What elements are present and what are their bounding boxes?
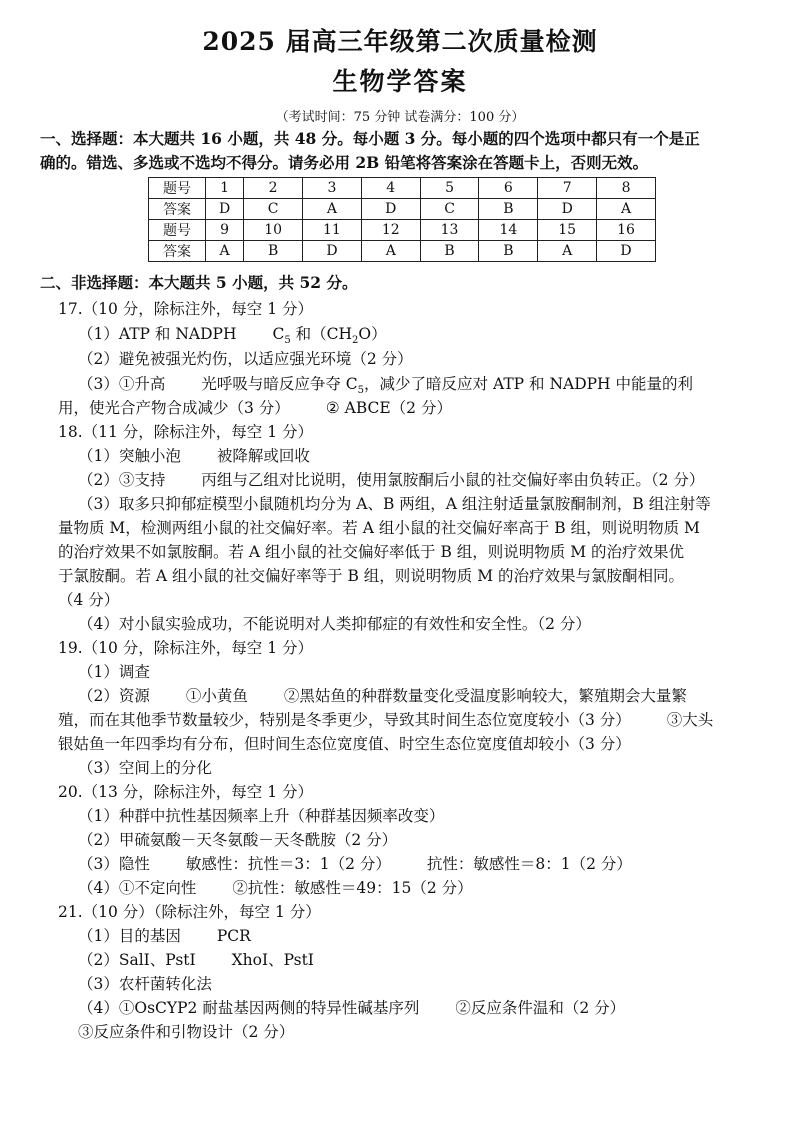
table-row-answers-2 (149, 241, 656, 262)
table-cell: 15 (538, 220, 597, 241)
table-cell: 7 (538, 178, 597, 199)
q18-answer-3-cont2: 的治疗效果不如氯胺酮。若 A 组小鼠的社交偏好率低于 B 组，则说明物质 M 的治疗效果优 (58, 543, 685, 561)
q17-heading: 17.（10 分，除标注外，每空 1 分） (58, 300, 314, 318)
table-cell: 9 (206, 220, 244, 241)
q19-answer-2: （2）资源 ①小黄鱼 ②黑姑鱼的种群数量变化受温度影响较大，繁殖期会大量繁 (78, 687, 687, 705)
table-row-answers-1 (149, 199, 656, 220)
table-cell: 4 (361, 178, 420, 199)
table-cell: D (361, 199, 420, 220)
table-row-questions-1 (149, 178, 656, 199)
section2-intro: 二、非选择题：本大题共 5 小题，共 52 分。 (40, 273, 358, 292)
q21-heading: 21.（10 分）（除标注外，每空 1 分） (58, 903, 321, 921)
table-cell: A (538, 241, 597, 262)
table-label-answer: 答案 (149, 199, 206, 220)
q19-answer-3: （3）空间上的分化 (78, 759, 212, 777)
table-cell: 14 (479, 220, 538, 241)
table-cell: A (597, 199, 656, 220)
table-cell: A (206, 241, 244, 262)
q18-answer-4: （4）对小鼠实验成功，不能说明对人类抑郁症的有效性和安全性。（2 分） (78, 615, 591, 633)
table-cell: 13 (420, 220, 479, 241)
table-cell: C (244, 199, 303, 220)
q20-answer-4: （4）①不定向性 ②抗性：敏感性＝49：15（2 分） (78, 879, 473, 897)
table-label-answer: 答案 (149, 241, 206, 262)
table-cell: 12 (361, 220, 420, 241)
table-row-questions-2 (149, 220, 656, 241)
q19-heading: 19.（10 分，除标注外，每空 1 分） (58, 639, 314, 657)
table-cell: B (244, 241, 303, 262)
table-cell: 11 (303, 220, 362, 241)
table-cell: 5 (420, 178, 479, 199)
table-cell: D (597, 241, 656, 262)
table-cell: 16 (597, 220, 656, 241)
table-label-question: 题号 (149, 220, 206, 241)
q17-answer-2: （2）避免被强光灼伤，以适应强光环境（2 分） (78, 350, 413, 368)
page-title: 2025 届高三年级第二次质量检测 (202, 27, 598, 56)
table-cell: 3 (303, 178, 362, 199)
table-cell: B (479, 199, 538, 220)
table-cell: 8 (597, 178, 656, 199)
q20-heading: 20.（13 分，除标注外，每空 1 分） (58, 783, 314, 801)
section1-intro-line1: 一、选择题：本大题共 16 小题，共 48 分。每小题 3 分。每小题的四个选项中都只有一个是正 (40, 129, 700, 148)
table-cell: D (206, 199, 244, 220)
q18-answer-3-cont4: （4 分） (58, 591, 120, 609)
table-label-question: 题号 (149, 178, 206, 199)
q18-answer-1: （1）突触小泡 被降解或回收 (78, 447, 310, 465)
table-cell: 10 (244, 220, 303, 241)
table-cell: B (420, 241, 479, 262)
q17-answer-1a: （1）ATP 和 NADPH (78, 325, 237, 343)
q21-answer-4-cont: ③反应条件和引物设计（2 分） (78, 1023, 295, 1041)
q18-answer-3-cont1: 量物质 M，检测两组小鼠的社交偏好率。若 A 组小鼠的社交偏好率高于 B 组，则说明物质 M (58, 519, 700, 537)
q17-answer-3: （3）①升高 光呼吸与暗反应争夺 $C_5$，减少了暗反应对 ATP 和 NADPH 中能量的利 (78, 375, 693, 397)
q19-answer-2-cont1: 殖，而在其他季节数量较少，特别是冬季更少，导致其时间生态位宽度较小（3 分） ③大头 (58, 711, 714, 729)
q21-answer-2: （2）SalⅠ、PstⅠ XhoⅠ、PstⅠ (78, 951, 314, 969)
q19-answer-1: （1）调查 (78, 663, 150, 681)
q21-answer-4: （4）①OsCYP2 耐盐基因两侧的特异性碱基序列 ②反应条件温和（2 分） (78, 999, 626, 1017)
q18-answer-3: （3）取多只抑郁症模型小鼠随机均分为 A、B 两组，A 组注射适量氯胺酮制剂，B 组注射等 (78, 495, 711, 513)
q20-answer-2: （2）甲硫氨酸－天冬氨酸－天冬酰胺（2 分） (78, 831, 398, 849)
table-cell: D (303, 241, 362, 262)
section1-intro-line2: 确的。错选、多选或不选均不得分。请务必用 2B 铅笔将答案涂在答题卡上，否则无效。 (40, 153, 649, 172)
page-subtitle: 生物学答案 (332, 67, 468, 96)
q19-answer-2-cont2: 银姑鱼一年四季均有分布，但时间生态位宽度值、时空生态位宽度值却较小（3 分） (58, 735, 631, 753)
q21-answer-1: （1）目的基因 PCR (78, 927, 251, 945)
q20-answer-3: （3）隐性 敏感性：抗性＝3：1（2 分） 抗性：敏感性＝8：1（2 分） (78, 855, 632, 873)
table-cell: B (479, 241, 538, 262)
q21-answer-3: （3）农杆菌转化法 (78, 975, 212, 993)
table-cell: 2 (244, 178, 303, 199)
q20-answer-1: （1）种群中抗性基因频率上升（种群基因频率改变） (78, 807, 445, 825)
table-cell: D (538, 199, 597, 220)
table-cell: A (361, 241, 420, 262)
table-cell: A (303, 199, 362, 220)
q17-answer-1: （1）ATP 和 NADPH $C_5$ 和$(CH_2O)$ (78, 325, 387, 347)
table-cell: C (420, 199, 479, 220)
exam-info: （考试时间：75 分钟 试卷满分：100 分） (275, 110, 525, 125)
q18-answer-2: （2）③支持 丙组与乙组对比说明，使用氯胺酮后小鼠的社交偏好率由负转正。（2 分） (78, 471, 705, 489)
answer-table (148, 177, 656, 262)
table-cell: 6 (479, 178, 538, 199)
q18-heading: 18.（11 分，除标注外，每空 1 分） (58, 423, 314, 441)
q18-answer-3-cont3: 于氯胺酮。若 A 组小鼠的社交偏好率等于 B 组，则说明物质 M 的治疗效果与氯胺酮相同。 (58, 567, 685, 585)
table-cell: 1 (206, 178, 244, 199)
q17-answer-3-cont: 用，使光合产物合成减少（3 分） ② ABCE（2 分） (58, 399, 452, 417)
